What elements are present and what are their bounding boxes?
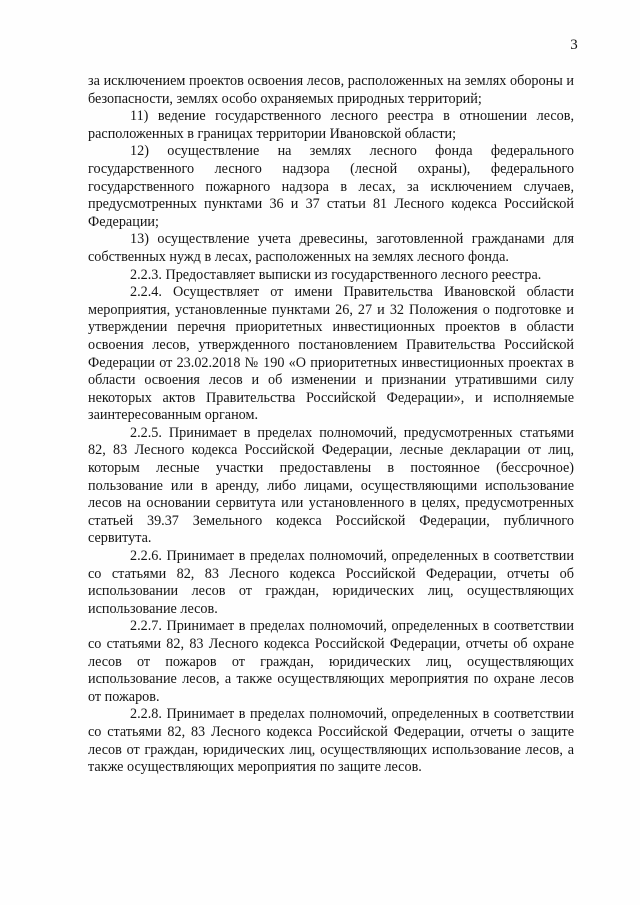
page-number: 3 [570,37,578,53]
paragraph-2-2-7: 2.2.7. Принимает в пределах полномочий, определенных в соответствии со статьями 82, 83 Лесного кодекса Российской Федерации, отчеты об охране лесов от пожаров от граждан, юридических лиц, осуществляющих использование лесов, а также осуществляющих мероприятия по охране лесов от пожаров. [88,618,574,705]
paragraph-item-12: 12) осуществление на землях лесного фонда федерального государственного лесного надзора (лесной охраны), федерального государственного пожарного надзора в лесах, за исключением случаев, предусмотренных пунктами 36 и 37 статьи 81 Лесного кодекса Российской Федерации; [88,143,574,230]
paragraph-continuation: за исключением проектов освоения лесов, расположенных на землях обороны и безопасности, землях особо охраняемых природных территорий; [88,73,574,107]
paragraph-item-13: 13) осуществление учета древесины, заготовленной гражданами для собственных нужд в лесах, расположенных на землях лесного фонда. [88,231,574,265]
paragraph-item-11: 11) ведение государственного лесного реестра в отношении лесов, расположенных в границах территории Ивановской области; [88,108,574,142]
paragraph-2-2-5: 2.2.5. Принимает в пределах полномочий, предусмотренных статьями 82, 83 Лесного кодекса Российской Федерации, лесные декларации от лиц, которым лесные участки предоставлены в постоянное (бессрочное) пользование или в аренду, либо лицами, осуществляющими использование лесов на основании сервитута или установленного в целях, предусмотренных статьей 39.37 Земельного кодекса Российской Федерации, публичного сервитута. [88,424,574,547]
paragraph-2-2-8: 2.2.8. Принимает в пределах полномочий, определенных в соответствии со статьями 82, 83 Лесного кодекса Российской Федерации, отчеты о защите лесов от граждан, юридических лиц, осуществляющих использование лесов, а также осуществляющих мероприятия по защите лесов. [88,706,574,776]
paragraph-2-2-4: 2.2.4. Осуществляет от имени Правительства Ивановской области мероприятия, установленные пунктами 26, 27 и 32 Положения о подготовке и утверждении перечня приоритетных инвестиционных проектов в области освоения лесов, утвержденного постановлением Правительства Российской Федерации от 23.02.2018 № 190 «О приоритетных инвестиционных проектах в области освоения лесов и об изменении и признании утратившими силу некоторых актов Правительства Российской Федерации», и исполняемые заинтересованным органом. [88,284,574,424]
document-body [88,73,574,777]
paragraph-2-2-3: 2.2.3. Предоставляет выписки из государственного лесного реестра. [130,266,542,283]
paragraph-2-2-6: 2.2.6. Принимает в пределах полномочий, определенных в соответствии со статьями 82, 83 Лесного кодекса Российской Федерации, отчеты об использовании лесов от граждан, юридических лиц, осуществляющих использование лесов. [88,548,574,617]
